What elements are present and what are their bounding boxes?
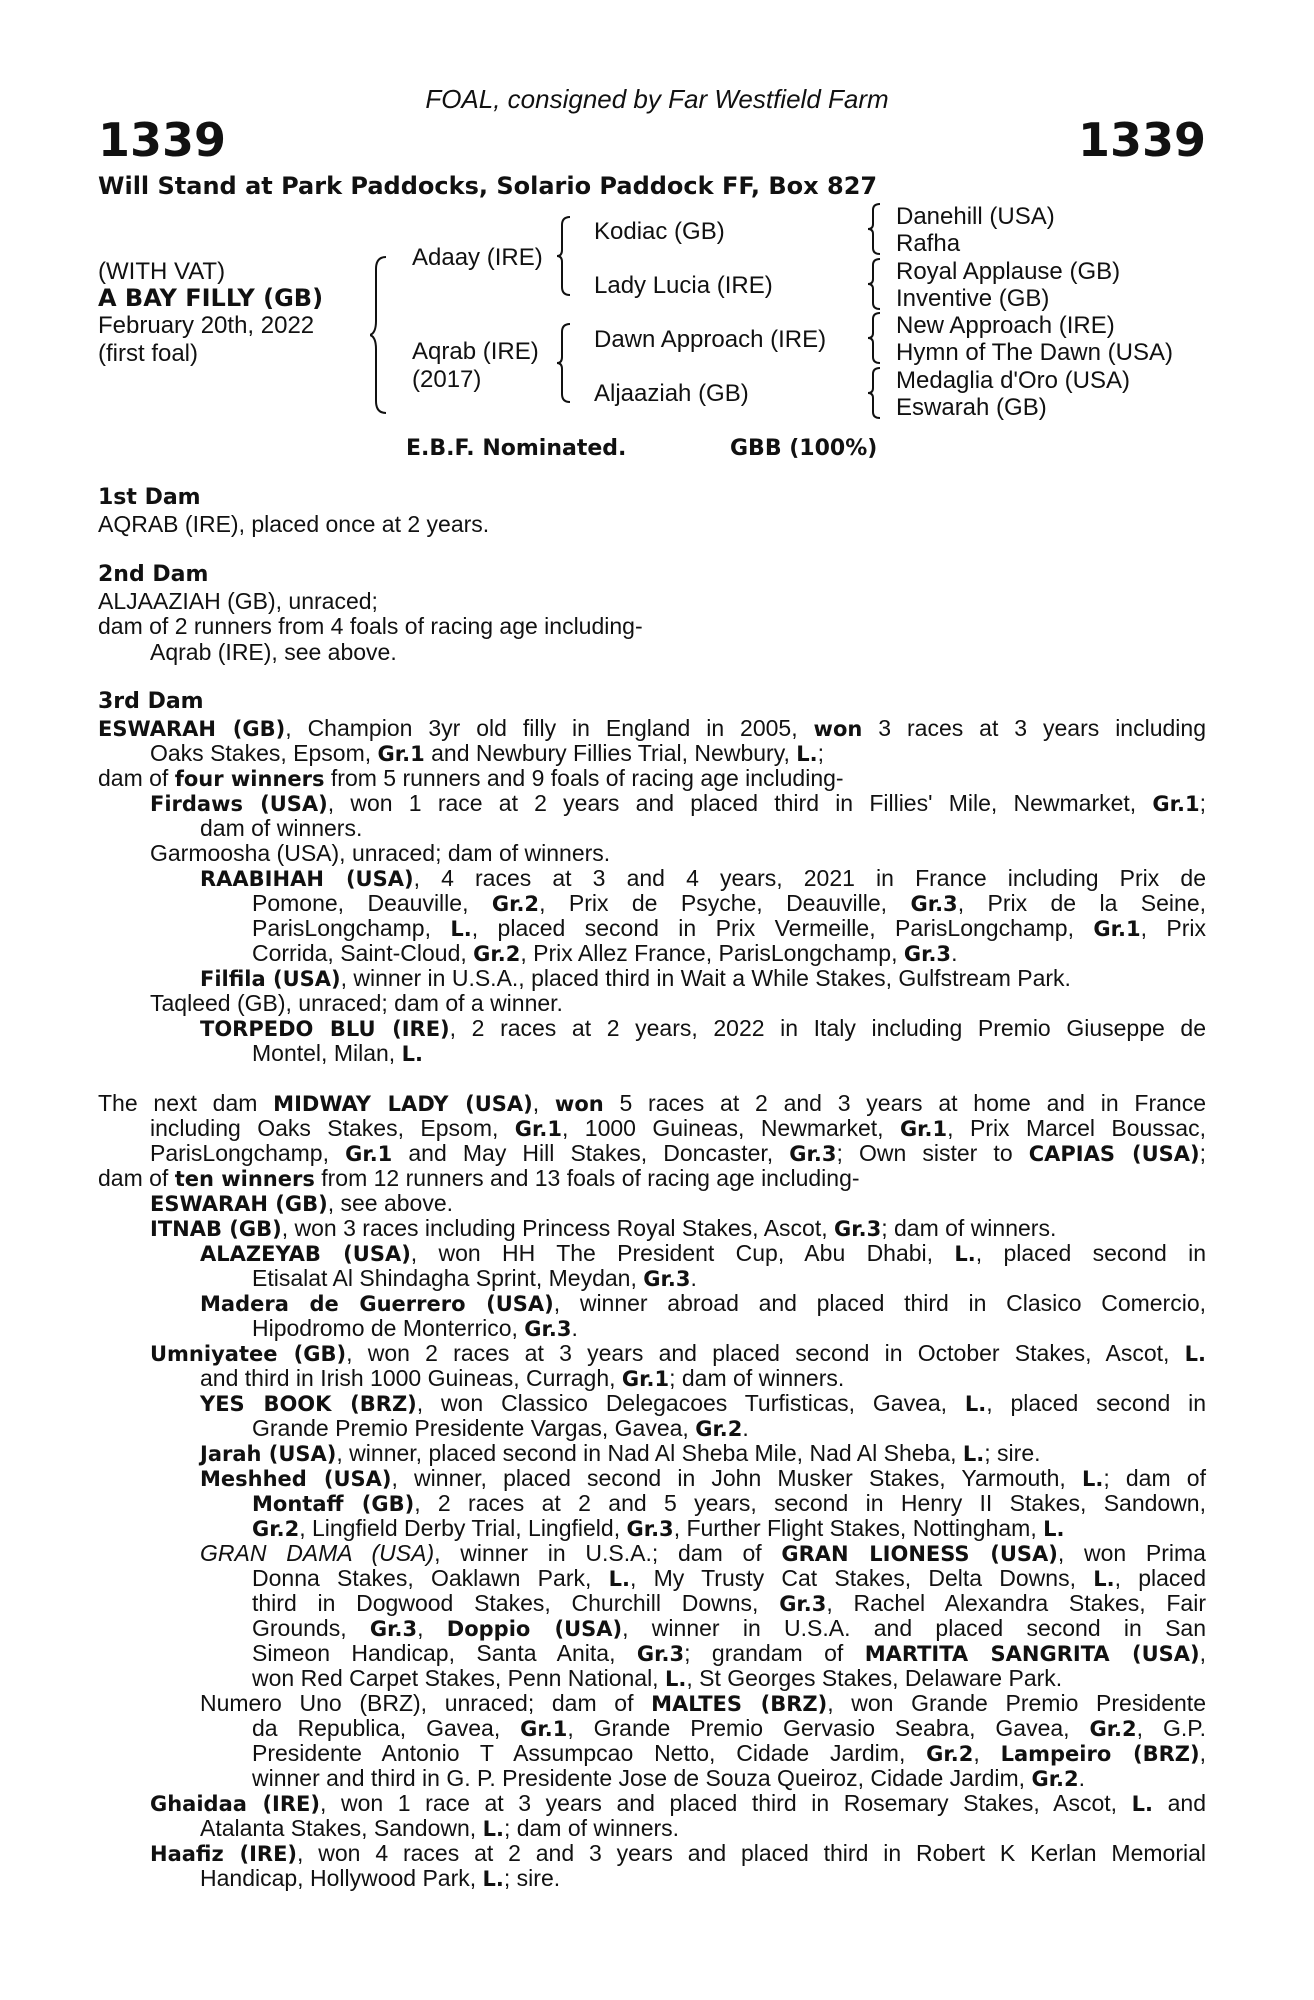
third-dam-text: Oaks Stakes, Epsom, Gr.1 and Newbury Fillies Trial, Newbury, L.; (150, 740, 825, 766)
produce-entry: Jarah (USA), winner, placed second in Nad Al Sheba Mile, Nad Al Sheba, L.; sire. (200, 1440, 1041, 1466)
foaling-date: February 20th, 2022 (98, 312, 315, 339)
produce-entry: Simeon Handicap, Santa Anita, Gr.3; grandam of MARTITA SANGRITA (USA), (252, 1640, 1206, 1666)
third-dam-text: ESWARAH (GB), Champion 3yr old filly in England in 2005, won 3 races at 3 years including (98, 715, 1206, 741)
lot-number-left: 1339 (98, 113, 227, 167)
produce-entry: Grounds, Gr.3, Doppio (USA), winner in U.S.A. and placed second in San (252, 1615, 1207, 1641)
produce-entry: third in Dogwood Stakes, Churchill Downs, Gr.3, Rachel Alexandra Stakes, Fair (252, 1590, 1206, 1616)
produce-entry: dam of winners. (200, 815, 363, 841)
produce-entry: Presidente Antonio T Assumpcao Netto, Cidade Jardim, Gr.2, Lampeiro (BRZ), (252, 1740, 1207, 1766)
produce-entry: Haafiz (IRE), won 4 races at 2 and 3 years and placed third in Robert K Kerlan Memorial (150, 1840, 1206, 1866)
produce-entry: Gr.2, Lingfield Derby Trial, Lingfield, Gr.3, Further Flight Stakes, Nottingham, L. (252, 1515, 1065, 1541)
produce-entry: Atalanta Stakes, Sandown, L.; dam of winners. (200, 1815, 680, 1841)
second-dam-line-3: Aqrab (IRE), see above. (150, 639, 397, 665)
second-dam-line-1: ALJAAZIAH (GB), unraced; (98, 588, 378, 614)
ebf-nominated: E.B.F. Nominated. (406, 436, 627, 461)
produce-entry: and third in Irish 1000 Guineas, Curragh, Gr.1; dam of winners. (200, 1365, 845, 1391)
next-dam-text: including Oaks Stakes, Epsom, Gr.1, 1000 Guineas, Newmarket, Gr.1, Prix Marcel Boussac, (150, 1115, 1206, 1141)
produce-entry: Montel, Milan, L. (252, 1040, 423, 1066)
next-dam-text: The next dam MIDWAY LADY (USA), won 5 races at 2 and 3 years at home and in France (98, 1090, 1206, 1116)
pedigree-brace-sd (868, 257, 882, 311)
section-heading-2nd-dam: 2nd Dam (98, 562, 209, 587)
next-dam-text: dam of ten winners from 12 runners and 13 foals of racing age including- (98, 1165, 860, 1191)
produce-entry: Corrida, Saint-Cloud, Gr.2, Prix Allez France, ParisLongchamp, Gr.3. (252, 940, 958, 966)
sd-sire-name: Royal Applause (GB) (896, 258, 1121, 285)
produce-entry: Garmoosha (USA), unraced; dam of winners. (150, 840, 611, 866)
produce-entry: GRAN DAMA (USA), winner in U.S.A.; dam of GRAN LIONESS (USA), won Prima (200, 1540, 1206, 1566)
produce-entry: Ghaidaa (IRE), won 1 race at 3 years and placed third in Rosemary Stakes, Ascot, L. and (150, 1790, 1207, 1816)
gbb-flag: GBB (100%) (730, 436, 878, 461)
sire-dam-name: Lady Lucia (IRE) (594, 272, 773, 299)
ds-dam-name: Hymn of The Dawn (USA) (896, 339, 1173, 366)
produce-entry: Taqleed (GB), unraced; dam of a winner. (150, 990, 563, 1016)
produce-entry: Umniyatee (GB), won 2 races at 3 years and placed second in October Stakes, Ascot, L. (150, 1340, 1206, 1366)
dd-sire-name: Medaglia d'Oro (USA) (896, 367, 1130, 394)
vat-note: (WITH VAT) (98, 258, 226, 285)
produce-entry: ITNAB (GB), won 3 races including Princess Royal Stakes, Ascot, Gr.3; dam of winners. (150, 1215, 1057, 1241)
produce-entry: Montaff (GB), 2 races at 2 and 5 years, second in Henry II Stakes, Sandown, (252, 1490, 1206, 1516)
produce-entry: da Republica, Gavea, Gr.1, Grande Premio Gervasio Seabra, Gavea, Gr.2, G.P. (252, 1715, 1206, 1741)
produce-entry: Numero Uno (BRZ), unraced; dam of MALTES (BRZ), won Grande Premio Presidente (200, 1690, 1206, 1716)
produce-entry: Meshhed (USA), winner, placed second in John Musker Stakes, Yarmouth, L.; dam of (200, 1465, 1206, 1491)
produce-entry: Filfila (USA), winner in U.S.A., placed third in Wait a While Stakes, Gulfstream Park. (200, 965, 1071, 991)
first-dam-text: AQRAB (IRE), placed once at 2 years. (98, 511, 490, 537)
lot-number-right: 1339 (1077, 113, 1206, 167)
produce-entry: Pomone, Deauville, Gr.2, Prix de Psyche, Deauville, Gr.3, Prix de la Seine, (252, 890, 1206, 916)
consignor-line: FOAL, consigned by Far Westfield Farm (425, 84, 889, 114)
produce-entry: won Red Carpet Stakes, Penn National, L., St Georges Stakes, Delaware Park. (252, 1665, 1063, 1691)
ss-sire-name: Danehill (USA) (896, 203, 1055, 230)
produce-entry: Madera de Guerrero (USA), winner abroad and placed third in Clasico Comercio, (200, 1290, 1207, 1316)
pedigree-brace-ss (868, 202, 882, 256)
stabling-line: Will Stand at Park Paddocks, Solario Paddock FF, Box 827 (98, 172, 878, 200)
produce-entry: Etisalat Al Shindagha Sprint, Meydan, Gr.3. (252, 1265, 697, 1291)
sire-name: Adaay (IRE) (412, 244, 543, 271)
pedigree-brace-sire (557, 215, 573, 297)
dam-name: Aqrab (IRE) (412, 338, 539, 365)
section-heading-3rd-dam: 3rd Dam (98, 689, 204, 714)
dam-sire-name: Dawn Approach (IRE) (594, 326, 827, 353)
pedigree-brace-ds (868, 311, 882, 365)
produce-entry: Handicap, Hollywood Park, L.; sire. (200, 1865, 561, 1891)
section-heading-1st-dam: 1st Dam (98, 485, 201, 510)
produce-entry: RAABIHAH (USA), 4 races at 3 and 4 years, 2021 in France including Prix de (200, 865, 1206, 891)
pedigree-brace-main (370, 255, 390, 415)
produce-entry: ParisLongchamp, L., placed second in Prix Vermeille, ParisLongchamp, Gr.1, Prix (252, 915, 1206, 941)
lot-title: A BAY FILLY (GB) (98, 284, 324, 312)
produce-entry: Grande Premio Presidente Vargas, Gavea, Gr.2. (252, 1415, 749, 1441)
third-dam-text: dam of four winners from 5 runners and 9 foals of racing age including- (98, 765, 844, 791)
sd-dam-name: Inventive (GB) (896, 285, 1050, 312)
produce-entry: YES BOOK (BRZ), won Classico Delegacoes Turfisticas, Gavea, L., placed second in (200, 1390, 1207, 1416)
produce-entry: Firdaws (USA), won 1 race at 2 years and placed third in Fillies' Mile, Newmarket, Gr.1; (150, 790, 1206, 816)
dd-dam-name: Eswarah (GB) (896, 394, 1047, 421)
foal-note: (first foal) (98, 340, 199, 367)
ds-sire-name: New Approach (IRE) (896, 312, 1115, 339)
produce-entry: TORPEDO BLU (IRE), 2 races at 2 years, 2022 in Italy including Premio Giuseppe de (200, 1015, 1206, 1041)
sire-sire-name: Kodiac (GB) (594, 218, 725, 245)
produce-entry: ALAZEYAB (USA), won HH The President Cup, Abu Dhabi, L., placed second in (200, 1240, 1206, 1266)
dam-dam-name: Aljaaziah (GB) (594, 380, 749, 407)
produce-entry: Hipodromo de Monterrico, Gr.3. (252, 1315, 578, 1341)
second-dam-line-2: dam of 2 runners from 4 foals of racing age including- (98, 613, 643, 639)
produce-entry: ESWARAH (GB), see above. (150, 1190, 454, 1216)
pedigree-brace-dam (557, 322, 573, 404)
produce-entry: winner and third in G. P. Presidente Jose de Souza Queiroz, Cidade Jardim, Gr.2. (252, 1765, 1086, 1791)
pedigree-brace-dd (868, 366, 882, 420)
produce-entry: Donna Stakes, Oaklawn Park, L., My Trusty Cat Stakes, Delta Downs, L., placed (252, 1565, 1206, 1591)
dam-year: (2017) (412, 366, 482, 393)
ss-dam-name: Rafha (896, 230, 961, 257)
next-dam-text: ParisLongchamp, Gr.1 and May Hill Stakes, Doncaster, Gr.3; Own sister to CAPIAS (USA); (150, 1140, 1206, 1166)
